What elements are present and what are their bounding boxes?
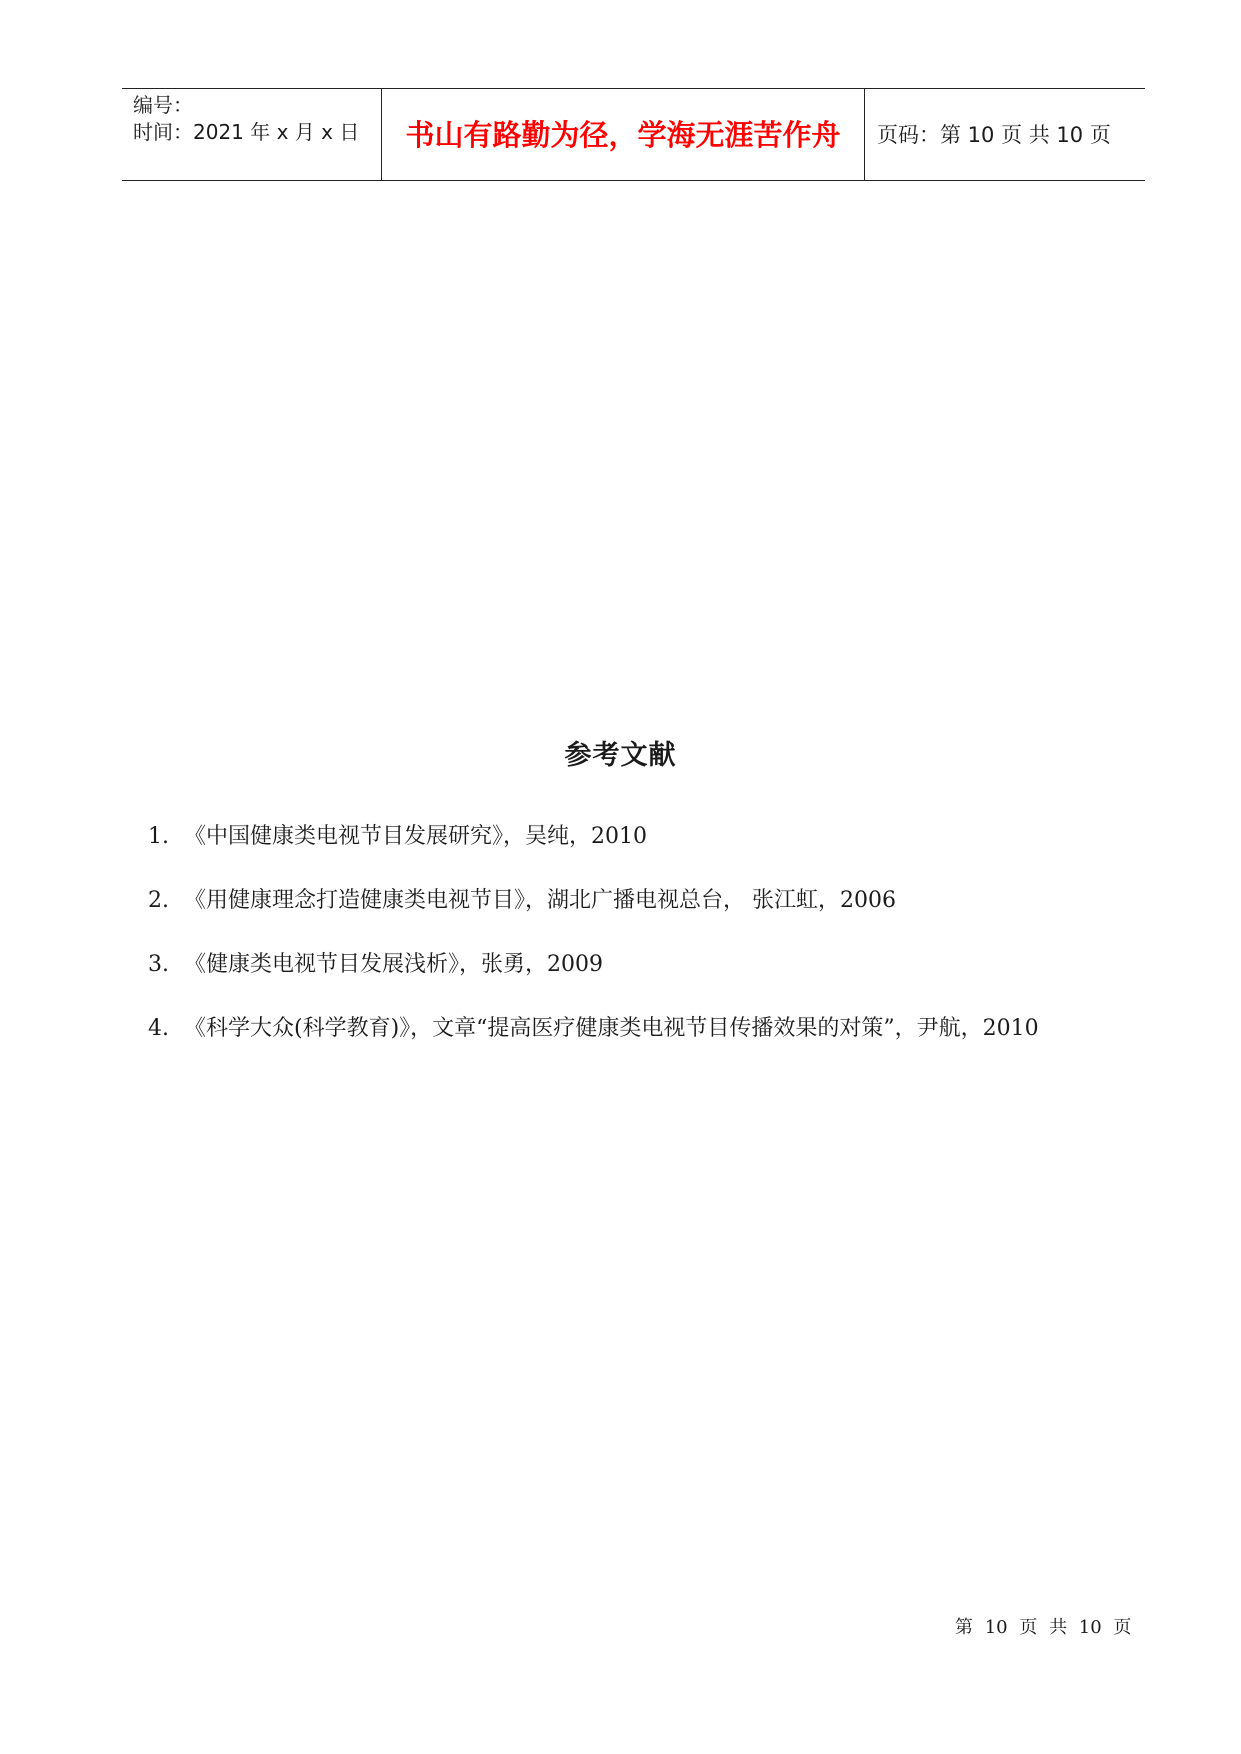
reference-number: 3. bbox=[148, 952, 169, 977]
reference-item bbox=[148, 1014, 1039, 1078]
header-motto-cell bbox=[382, 89, 865, 180]
footer-page-number: 第 10 页 共 10 页 bbox=[955, 1617, 1132, 1638]
reference-number: 1. bbox=[148, 824, 169, 849]
header-meta-cell bbox=[122, 89, 382, 180]
references-heading: 参考文献 bbox=[564, 740, 677, 771]
reference-text: 《用健康理念打造健康类电视节目》，湖北广播电视总台， 张江虹，2006 bbox=[184, 888, 896, 913]
page-code-label: 页码：第 10 页 共 10 页 bbox=[877, 123, 1111, 147]
motto-text: 书山有路勤为径，学海无涯苦作舟 bbox=[405, 118, 841, 152]
reference-item bbox=[148, 822, 1039, 886]
header-page-cell bbox=[865, 89, 1145, 180]
references-list bbox=[148, 822, 1039, 1078]
reference-text: 《中国健康类电视节目发展研究》，吴纯，2010 bbox=[184, 824, 647, 849]
reference-text: 《科学大众(科学教育)》，文章“提高医疗健康类电视节目传播效果的对策”，尹航，2010 bbox=[184, 1016, 1039, 1041]
date-label: 时间：2021 年 x 月 x 日 bbox=[133, 120, 360, 144]
reference-item bbox=[148, 886, 1039, 950]
serial-number-label: 编号： bbox=[133, 93, 193, 117]
reference-number: 2. bbox=[148, 888, 169, 913]
document-header bbox=[122, 88, 1145, 181]
reference-text: 《健康类电视节目发展浅析》，张勇，2009 bbox=[184, 952, 603, 977]
reference-number: 4. bbox=[148, 1016, 169, 1041]
reference-item bbox=[148, 950, 1039, 1014]
